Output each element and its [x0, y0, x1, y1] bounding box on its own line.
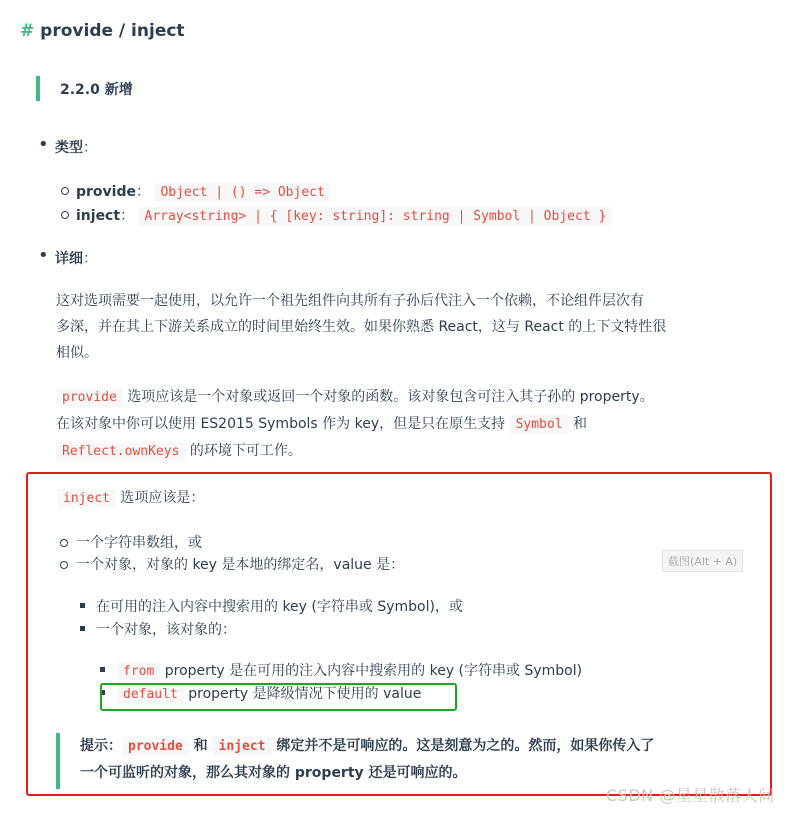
- para-text: 和: [568, 416, 587, 432]
- tip-line: 一个可监听的对象，那么其对象的 property 还是可响应的。: [80, 765, 467, 781]
- tip-inject-code: inject: [213, 737, 272, 756]
- circle-bullet: [61, 187, 69, 195]
- bullet-disc: •: [38, 245, 49, 266]
- tip-prefix: 提示：: [80, 738, 122, 754]
- detail-paragraph-1: [56, 288, 666, 366]
- default-text: property 是降级情况下使用的 value: [183, 686, 422, 702]
- para-text: 选项应该是一个对象或返回一个对象的函数。该对象包含可注入其子孙的 property。: [122, 389, 654, 405]
- screenshot-hint-tooltip: 截图(Alt + A): [662, 550, 743, 572]
- para-line: 多深，并在其上下游关系成立的时间里始终生效。如果你熟悉 React，这与 React 的上下文特性很: [56, 319, 667, 335]
- para-line: [56, 411, 654, 438]
- para-text: 的环境下可工作。: [185, 443, 302, 459]
- tip-provide-code: provide: [122, 737, 189, 756]
- bullet-disc: •: [38, 134, 49, 155]
- inject-code: inject: [57, 489, 116, 508]
- provide-code: provide: [56, 388, 123, 407]
- title-text: provide / inject: [40, 21, 185, 41]
- tip-bar: [36, 76, 40, 101]
- detail-paragraph-2: [56, 384, 654, 465]
- tip-and: 和: [188, 738, 213, 754]
- colon: ：: [83, 140, 97, 156]
- page-title: [20, 21, 185, 41]
- provide-type-row: [76, 181, 331, 201]
- anchor-hash-link[interactable]: #: [20, 21, 35, 41]
- detail-label: 详细: [55, 251, 83, 267]
- green-highlight-box: [100, 683, 457, 711]
- inject-type-code: Array<string> | { [key: string]: string | Symbol | Object }: [139, 207, 613, 226]
- reflect-ownkeys-code: Reflect.ownKeys: [56, 442, 185, 461]
- inject-option-1: 一个字符串数组，或: [76, 535, 202, 551]
- default-code: default: [117, 685, 184, 704]
- para-line: 相似。: [56, 345, 98, 361]
- provide-type-code: Object | () => Object: [154, 183, 330, 202]
- para-line: [56, 384, 654, 411]
- type-heading: [55, 137, 97, 157]
- inject-sub-option-2: 一个对象，该对象的：: [96, 622, 236, 638]
- provide-label: provide: [76, 184, 136, 200]
- inject-label: inject: [76, 208, 121, 224]
- circle-bullet: [61, 211, 69, 219]
- inject-intro-text: 选项应该是：: [115, 490, 205, 506]
- para-line: [56, 438, 654, 465]
- colon: ：: [120, 208, 135, 224]
- colon: ：: [136, 184, 150, 200]
- version-tip: 2.2.0 新增: [60, 82, 133, 98]
- inject-sub-option-1: 在可用的注入内容中搜索用的 key (字符串或 Symbol)，或: [96, 599, 463, 615]
- inject-option-2: 一个对象，对象的 key 是本地的绑定名，value 是：: [76, 557, 405, 573]
- symbol-code: Symbol: [510, 415, 569, 434]
- from-code: from: [117, 662, 160, 681]
- red-highlight-box: [26, 472, 772, 796]
- tip-text: 绑定并不是可响应的。这是刻意为之的。然而，如果你传入了: [271, 738, 655, 754]
- inject-type-row: [76, 205, 612, 225]
- type-label: 类型: [55, 140, 83, 156]
- para-line: 这对选项需要一起使用，以允许一个祖先组件向其所有子孙后代注入一个依赖，不论组件层次有: [56, 293, 644, 309]
- colon: ：: [83, 251, 97, 267]
- watermark: CSDN @星星散落人间: [606, 786, 775, 805]
- para-text: 在该对象中你可以使用 ES2015 Symbols 作为 key，但是只在原生支持: [56, 416, 510, 432]
- from-text: property 是在可用的注入内容中搜索用的 key (字符串或 Symbol): [160, 663, 583, 679]
- detail-heading: [55, 248, 97, 268]
